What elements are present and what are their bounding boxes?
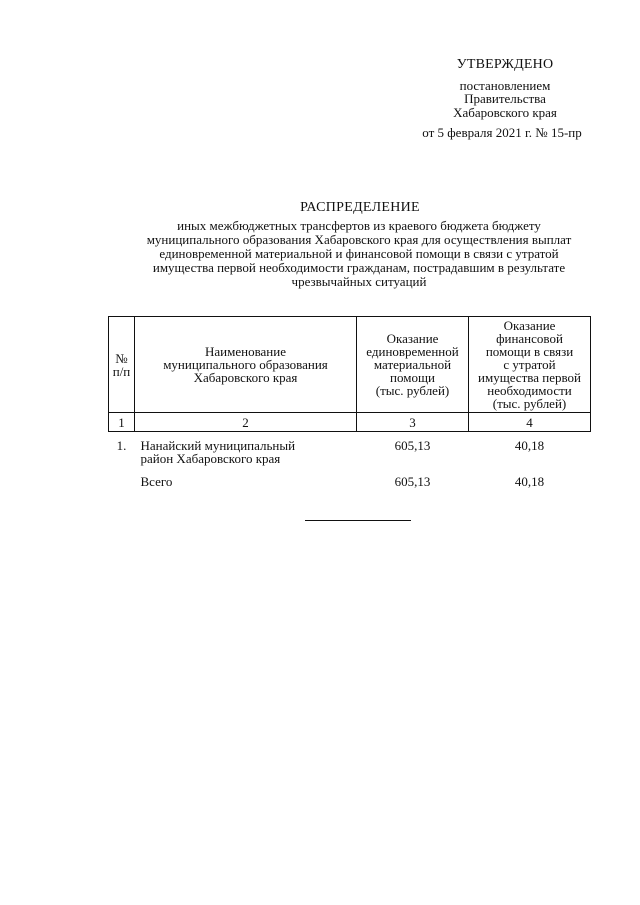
- row-index: [109, 465, 135, 488]
- approval-line: Правительства: [464, 91, 546, 106]
- row-index: 1.: [116, 438, 127, 453]
- table-header-row: [109, 317, 591, 413]
- closing-rule: [305, 520, 411, 521]
- subtitle-line: иных межбюджетных трансфертов из краевого бюджета бюджету: [177, 218, 541, 233]
- subtitle-line: имущества первой необходимости гражданам, пострадавшим в результате: [152, 260, 566, 275]
- row-financial-value: 40,18: [514, 474, 545, 489]
- header-financial-aid: Оказание финансовой помощи в связи с утратой имущества первой необходимости (тыс. рублей): [469, 317, 591, 413]
- row-financial-value: 40,18: [514, 438, 545, 453]
- header-name: Наименование муниципального образования Хабаровского края: [135, 317, 357, 413]
- document-subtitle: [98, 219, 620, 289]
- subtitle-line: единовременной материальной и финансовой помощи в связи с утратой: [159, 246, 559, 261]
- column-number: 2: [135, 413, 357, 432]
- column-number: 4: [469, 413, 591, 432]
- distribution-table: [108, 316, 591, 488]
- header-material-aid: Оказание единовременной материальной помощи (тыс. рублей): [357, 317, 469, 413]
- column-number-row: [109, 413, 591, 432]
- row-municipality: Нанайский муниципальный район Хабаровского края: [140, 438, 296, 466]
- subtitle-line: чрезвычайных ситуаций: [291, 274, 427, 289]
- header-index: № п/п: [109, 317, 135, 413]
- column-number: 3: [357, 413, 469, 432]
- approval-date: от 5 февраля 2021 г. № 15-пр: [422, 125, 582, 140]
- row-total-label: Всего: [140, 474, 173, 489]
- approval-line: Хабаровского края: [453, 104, 557, 120]
- document-title: РАСПРЕДЕЛЕНИЕ: [300, 200, 420, 215]
- approval-line: постановлением: [459, 77, 551, 93]
- column-number: 1: [109, 413, 135, 432]
- row-material-value: 605,13: [394, 438, 431, 453]
- table-row: [109, 432, 591, 466]
- row-material-value: 605,13: [394, 474, 431, 489]
- approval-stamp: [405, 58, 605, 140]
- approval-heading: УТВЕРЖДЕНО: [456, 57, 554, 72]
- table-row-total: [109, 465, 591, 488]
- subtitle-line: муниципального образования Хабаровского края для осуществления выплат: [146, 232, 572, 247]
